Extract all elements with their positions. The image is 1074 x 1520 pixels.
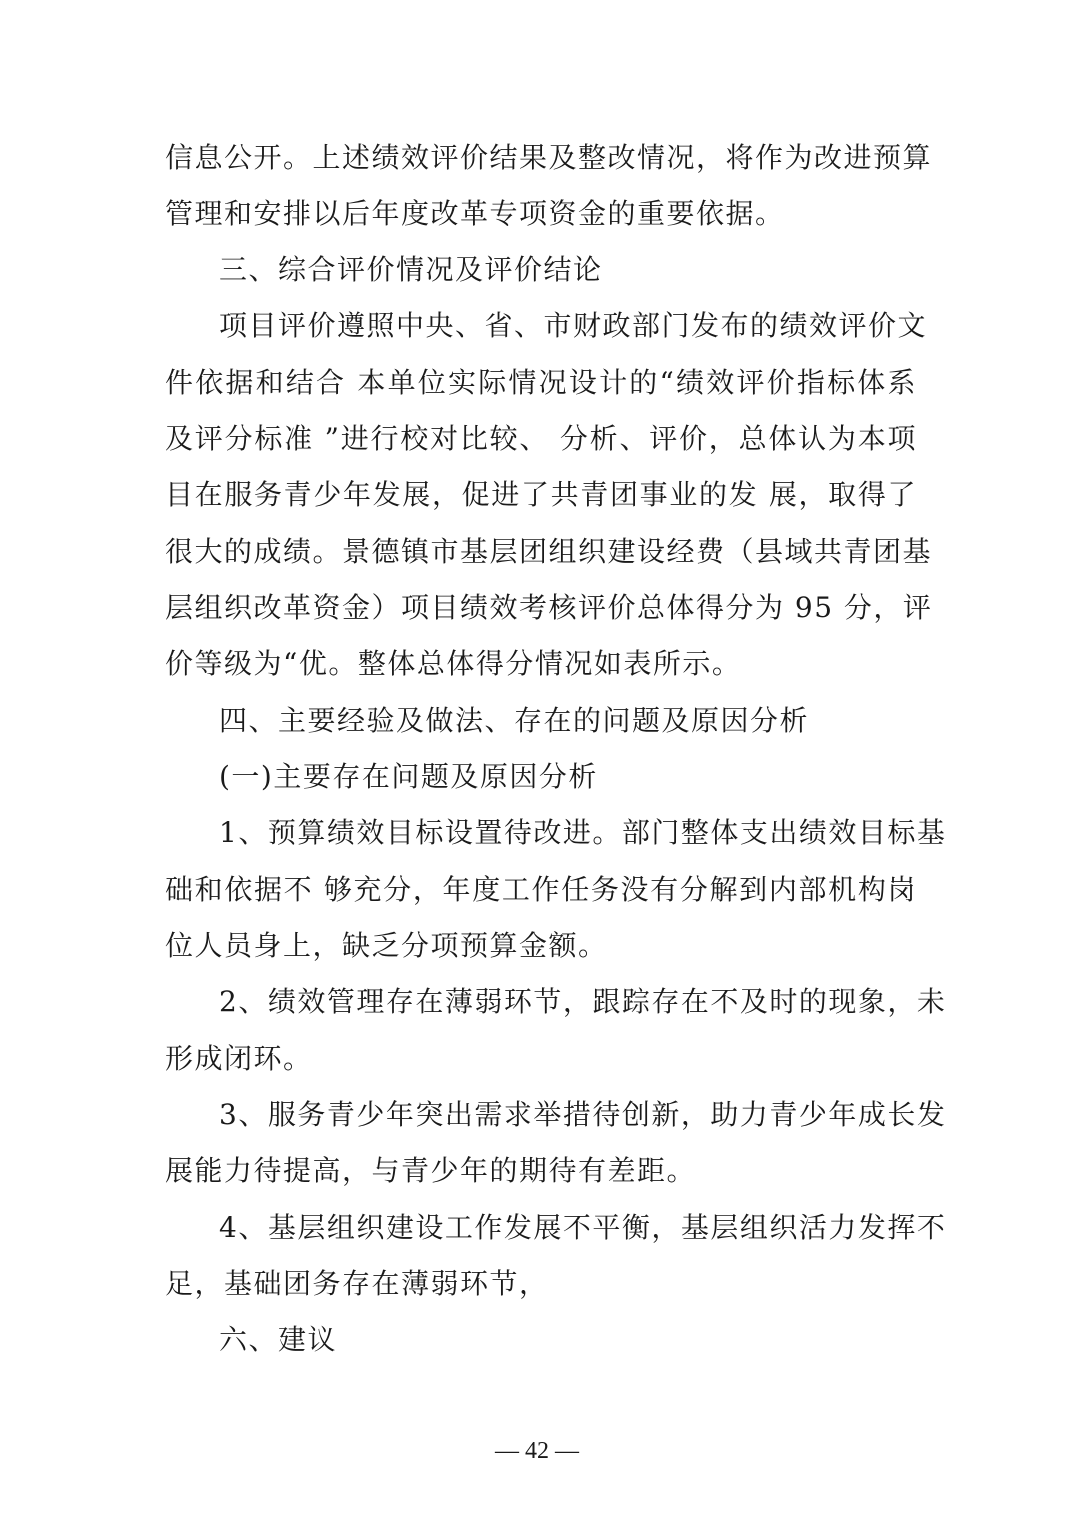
text-line: 位人员身上，缺乏分项预算金额。 bbox=[165, 929, 608, 962]
text-line: 2、绩效管理存在薄弱环节，跟踪存在不及时的现象，未 bbox=[219, 985, 947, 1018]
section-heading: 六、建议 bbox=[219, 1323, 338, 1356]
text-line: 很大的成绩。景德镇市基层团组织建设经费（县域共青团基 bbox=[165, 535, 933, 568]
text-line: 价等级为“优。整体总体得分情况如表所示。 bbox=[165, 647, 742, 680]
text-line: 形成闭环。 bbox=[165, 1042, 313, 1075]
text-line: 及评分标准 ”进行校对比较、 分析、评价，总体认为本项 bbox=[165, 422, 917, 455]
subsection-heading: (一)主要存在问题及原因分析 bbox=[219, 760, 598, 793]
text-line: 4、基层组织建设工作发展不平衡，基层组织活力发挥不 bbox=[219, 1211, 947, 1244]
text-line: 件依据和结合 本单位实际情况设计的“绩效评价指标体系 bbox=[165, 366, 917, 399]
text-line: 管理和安排以后年度改革专项资金的重要依据。 bbox=[165, 197, 785, 230]
text-line: 层组织改革资金）项目绩效考核评价总体得分为 95 分，评 bbox=[165, 591, 933, 624]
section-heading: 四、主要经验及做法、存在的问题及原因分析 bbox=[219, 704, 810, 737]
page-number: — 42 — bbox=[495, 1438, 579, 1464]
section-heading: 三、综合评价情况及评价结论 bbox=[219, 253, 603, 286]
text-line: 展能力待提高，与青少年的期待有差距。 bbox=[165, 1154, 697, 1187]
text-line: 信息公开。上述绩效评价结果及整改情况，将作为改进预算 bbox=[165, 141, 933, 174]
text-line: 3、服务青少年突出需求举措待创新，助力青少年成长发 bbox=[219, 1098, 947, 1131]
text-line: 项目评价遵照中央、省、市财政部门发布的绩效评价文 bbox=[219, 309, 928, 342]
text-line: 础和依据不 够充分，年度工作任务没有分解到内部机构岗 bbox=[165, 873, 917, 906]
text-line: 足，基础团务存在薄弱环节， bbox=[165, 1267, 549, 1300]
text-line: 目在服务青少年发展，促进了共青团事业的发 展，取得了 bbox=[165, 478, 917, 511]
text-line: 1、预算绩效目标设置待改进。部门整体支出绩效目标基 bbox=[219, 816, 947, 849]
